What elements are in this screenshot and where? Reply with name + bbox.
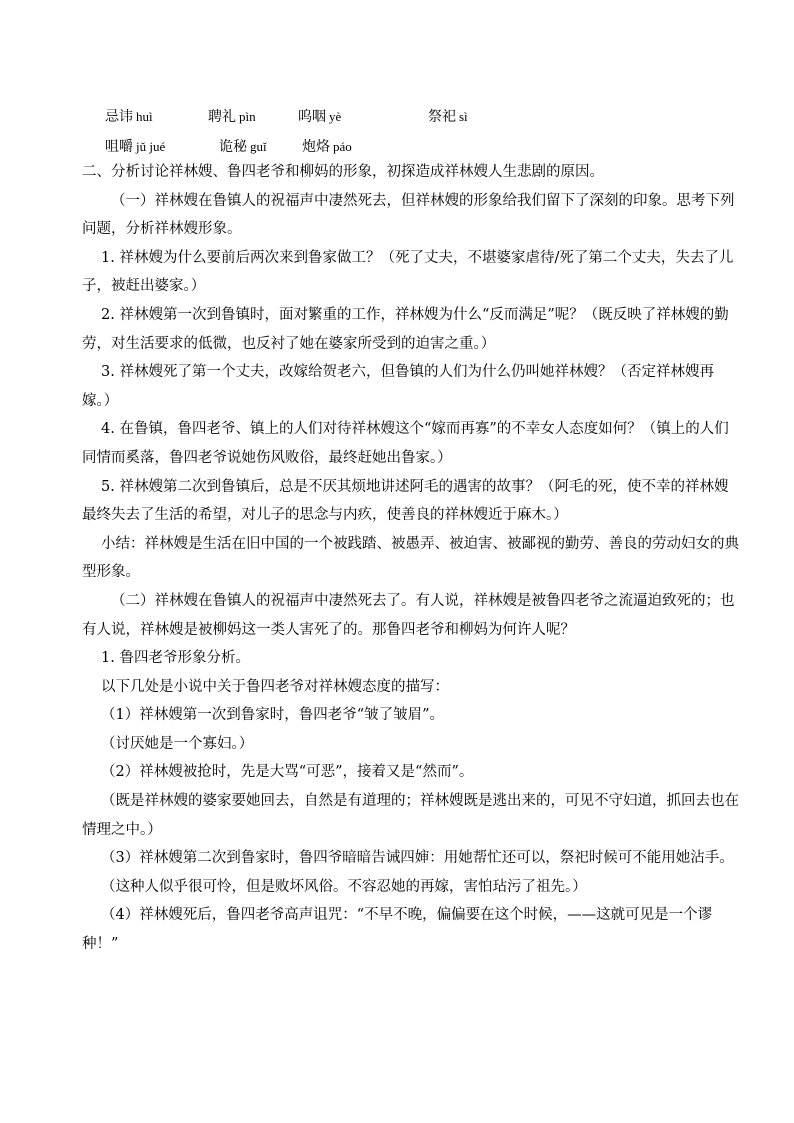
item-2-note: （既是祥林嫂的婆家要她回去，自然是有道理的；祥林嫂既是逃出来的，可见不守妇道，抓回去也在情理之中。） [82, 793, 739, 838]
vocab-pinyin: jǔ jué [136, 139, 166, 154]
item-1-note: （讨厌她是一个寡妇。） [101, 735, 254, 752]
vocab-word: 呜咽 [298, 109, 326, 125]
vocab-item [298, 106, 341, 126]
vocab-item [105, 106, 153, 126]
vocab-pinyin: guǐ [250, 139, 267, 154]
item-4: （4）祥林嫂死后，鲁四老爷高声诅咒：“不早不晚，偏偏要在这个时候，——这就可见是一个谬种！” [82, 907, 713, 953]
vocab-pinyin: yè [329, 109, 342, 124]
question-1: 1. 祥林嫂为什么要前后两次来到鲁家做工？（死了丈夫，不堪婆家虐待/死了第二个丈夫，失去了儿子，被赶出婆家。） [82, 249, 734, 295]
vocab-pinyin: sì [459, 109, 468, 124]
vocab-pinyin: páo [333, 139, 352, 154]
analysis-heading: 1. 鲁四老爷形象分析。 [101, 650, 250, 667]
item-3: （3）祥林嫂第二次到鲁家时，鲁四爷暗暗告诫四婶：用她帮忙还可以，祭祀时候可不能用她沾手。 [101, 850, 734, 867]
question-4: 4. 在鲁镇，鲁四老爷、镇上的人们对待祥林嫂这个“嫁而再寡”的不幸女人态度如何？（镇上的人们同情而奚落，鲁四老爷说她伤风败俗，最终赶她出鲁家。） [82, 421, 729, 466]
item-1: （1）祥林嫂第一次到鲁家时，鲁四老爷“皱了皱眉”。 [101, 707, 445, 724]
vocab-item [428, 106, 468, 126]
question-3: 3. 祥林嫂死了第一个丈夫，改嫁给贺老六，但鲁镇的人们为什么仍叫她祥林嫂？（否定祥林嫂再嫁。） [82, 364, 714, 409]
vocab-pinyin: huì [136, 109, 153, 124]
summary: 小结：祥林嫂是生活在旧中国的一个被践踏、被愚弄、被迫害、被鄙视的勤劳、善良的劳动妇女的典型形象。 [82, 535, 739, 581]
vocab-item [219, 136, 267, 156]
analysis-intro: 以下几处是小说中关于鲁四老爷对祥林嫂态度的描写： [101, 678, 449, 695]
vocab-word: 咀嚼 [105, 139, 133, 155]
vocab-pinyin: pìn [239, 109, 256, 124]
vocab-word: 忌讳 [105, 109, 133, 125]
item-2: （2）祥林嫂被抢时，先是大骂“可恶”，接着又是“然而”。 [101, 764, 474, 781]
subsection-intro: （一）祥林嫂在鲁镇人的祝福声中凄然死去，但祥林嫂的形象给我们留下了深刻的印象。思考下列问题，分析祥林嫂形象。 [82, 192, 735, 238]
vocab-word: 祭祀 [428, 109, 456, 125]
vocab-item [105, 136, 165, 156]
main-content [82, 158, 742, 959]
vocab-word: 炮烙 [302, 139, 330, 155]
section-heading: 二、分析讨论祥林嫂、鲁四老爷和柳妈的形象，初探造成祥林嫂人生悲剧的原因。 [82, 164, 604, 180]
question-2: 2. 祥林嫂第一次到鲁镇时，面对繁重的工作，祥林嫂为什么“反而满足”呢？（既反映了祥林嫂的勤劳，对生活要求的低微，也反衬了她在婆家所受到的迫害之重。） [82, 306, 729, 352]
item-3-note: （这种人似乎很可怜，但是败坏风俗。不容忍她的再嫁，害怕玷污了祖先。） [101, 878, 587, 895]
question-5: 5. 祥林嫂第二次到鲁镇后，总是不厌其烦地讲述阿毛的遇害的故事？（阿毛的死，使不幸的祥林嫂最终失去了生活的希望，对儿子的思念与内疚，使善良的祥林嫂近于麻木。） [82, 478, 729, 524]
vocab-word: 诡秘 [219, 139, 247, 155]
vocab-item [208, 106, 256, 126]
vocab-item [302, 136, 352, 156]
subsection-intro-2: （二）祥林嫂在鲁镇人的祝福声中凄然死去了。有人说，祥林嫂是被鲁四老爷之流逼迫致死的；也有人说，祥林嫂是被柳妈这一类人害死了的。那鲁四老爷和柳妈为何许人呢？ [82, 592, 735, 638]
vocab-word: 聘礼 [208, 109, 236, 125]
